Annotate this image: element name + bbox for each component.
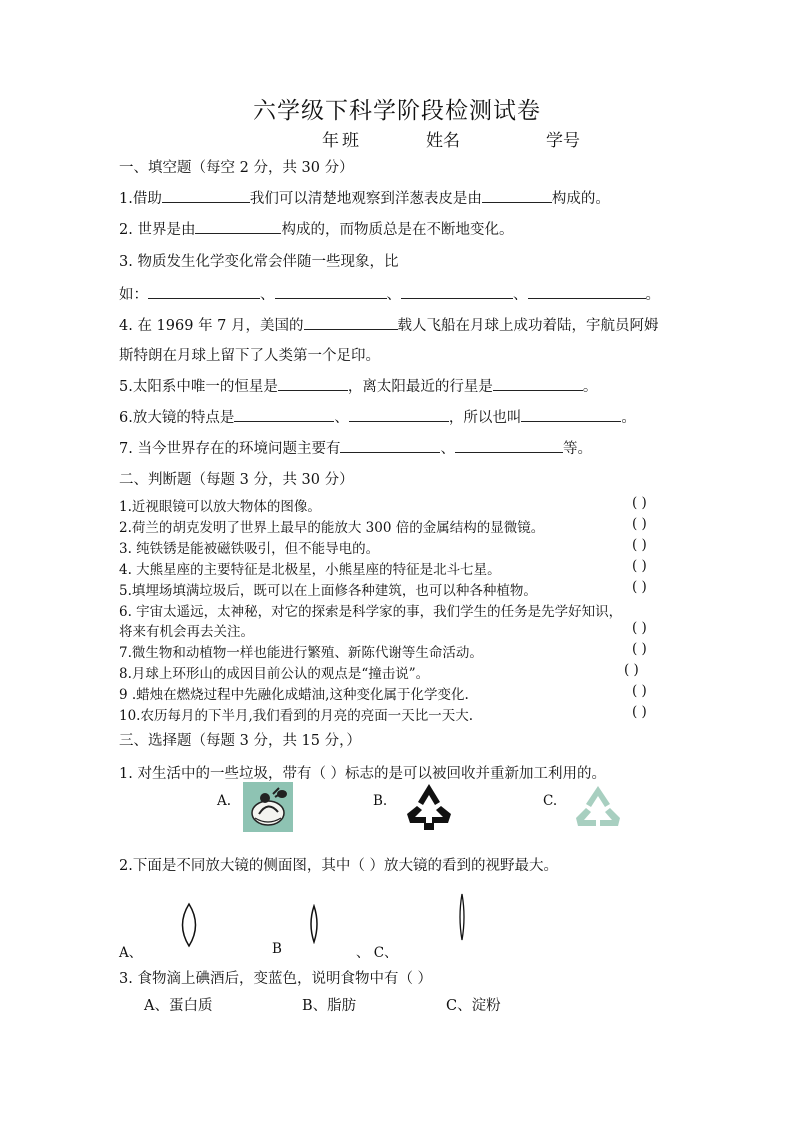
section3-heading: 三、选择题（每题 3 分，共 15 分，） [119,733,361,749]
page-title: 六学级下科学阶段检测试卷 [253,98,541,124]
option-c: C、淀粉 [446,998,501,1014]
answer-paren: ( ) [632,537,647,553]
fill-question-4-line2: 斯特朗在月球上留下了人类第一个足印。 [119,348,380,364]
lens-c-label: 、 C、 [356,945,398,961]
lens-b-icon [306,904,322,944]
judge-item: 9 .蜡烛在燃烧过程中先融化成蜡油,这种变化属于化学变化. [119,687,469,703]
class-label: 班 [342,131,359,151]
answer-paren: ( ) [632,620,647,636]
judge-item-continued: 将来有机会再去关注。 [119,624,254,640]
judge-item: 3. 纯铁锈是能被磁铁吸引，但不能导电的。 [119,541,380,557]
choice-question-1: 1. 对生活中的一些垃圾，带有（ ）标志的是可以被回收并重新加工利用的。 [119,766,607,782]
section1-heading: 一、填空题（每空 2 分，共 30 分） [119,160,354,176]
answer-paren: ( ) [632,641,647,657]
lens-a-icon [174,902,204,948]
judge-item: 2.荷兰的胡克发明了世界上最早的能放大 300 倍的金属结构的显微镜。 [119,520,545,536]
judge-item: 6. 宇宙太遥远，太神秘，对它的探索是科学家的事，我们学生的任务是先学好知识， [119,604,623,620]
fill-question-4: 4. 在 1969 年 7 月，美国的 载人飞船在月球上成功着陆，宇航员阿姆 [119,314,659,335]
judge-item: 5.填埋场填满垃圾后，既可以在上面修各种建筑，也可以种各种植物。 [119,583,537,599]
option-b-label: B. [373,793,388,809]
student-number-label: 学号 [546,131,580,151]
lens-c-icon [455,892,469,942]
judge-item: 10.农历每月的下半月,我们看到的月亮的亮面一天比一天大. [119,708,474,724]
option-c-label: C. [543,793,558,809]
answer-paren: ( ) [632,558,647,574]
recycle-green-icon [572,782,624,834]
option-a-label: A. [217,793,232,809]
name-label: 姓名 [426,131,460,151]
judge-item: 4. 大熊星座的主要特征是北极星，小熊星座的特征是北斗七星。 [119,562,501,578]
answer-paren: ( ) [632,516,647,532]
lens-b-label: B [272,941,282,957]
no-littering-icon [243,782,293,832]
fill-question-3-line2: 如： 、 、 、 。 [119,283,660,304]
choice-question-2: 2.下面是不同放大镜的侧面图，其中（ ）放大镜的看到的视野最大。 [119,858,558,874]
fill-question-1: 1.借助 我们可以清楚地观察到洋葱表皮是由 构成的。 [119,187,610,208]
fill-question-5: 5.太阳系中唯一的恒星是 ，离太阳最近的行星是 。 [119,375,597,396]
judge-item: 8.月球上环形山的成因目前公认的观点是“撞击说”。 [119,666,430,682]
option-a: A、蛋白质 [144,998,213,1014]
answer-paren: ( ) [624,662,639,678]
choice-question-3: 3. 食物滴上碘酒后，变蓝色，说明食物中有（ ） [119,971,433,987]
answer-paren: ( ) [632,683,647,699]
recycle-black-icon [404,782,454,832]
fill-question-6: 6.放大镜的特点是 、 ，所以也叫 。 [119,406,636,427]
option-b: B、脂肪 [302,998,357,1014]
judge-item: 7.微生物和动植物一样也能进行繁殖、新陈代谢等生命活动。 [119,645,483,661]
lens-a-label: A、 [119,945,143,961]
fill-question-2: 2. 世界是由 构成的，而物质总是在不断地变化。 [119,218,513,239]
section2-heading: 二、判断题（每题 3 分，共 30 分） [119,472,354,488]
answer-paren: ( ) [632,495,647,511]
grade-label: 年 [322,131,339,151]
fill-question-7: 7. 当今世界存在的环境问题主要有 、 等。 [119,437,592,458]
fill-question-3-line1: 3. 物质发生化学变化常会伴随一些现象，比 [119,254,399,270]
judge-item: 1.近视眼镜可以放大物体的图像。 [119,499,321,515]
answer-paren: ( ) [632,579,647,595]
answer-paren: ( ) [632,704,647,720]
